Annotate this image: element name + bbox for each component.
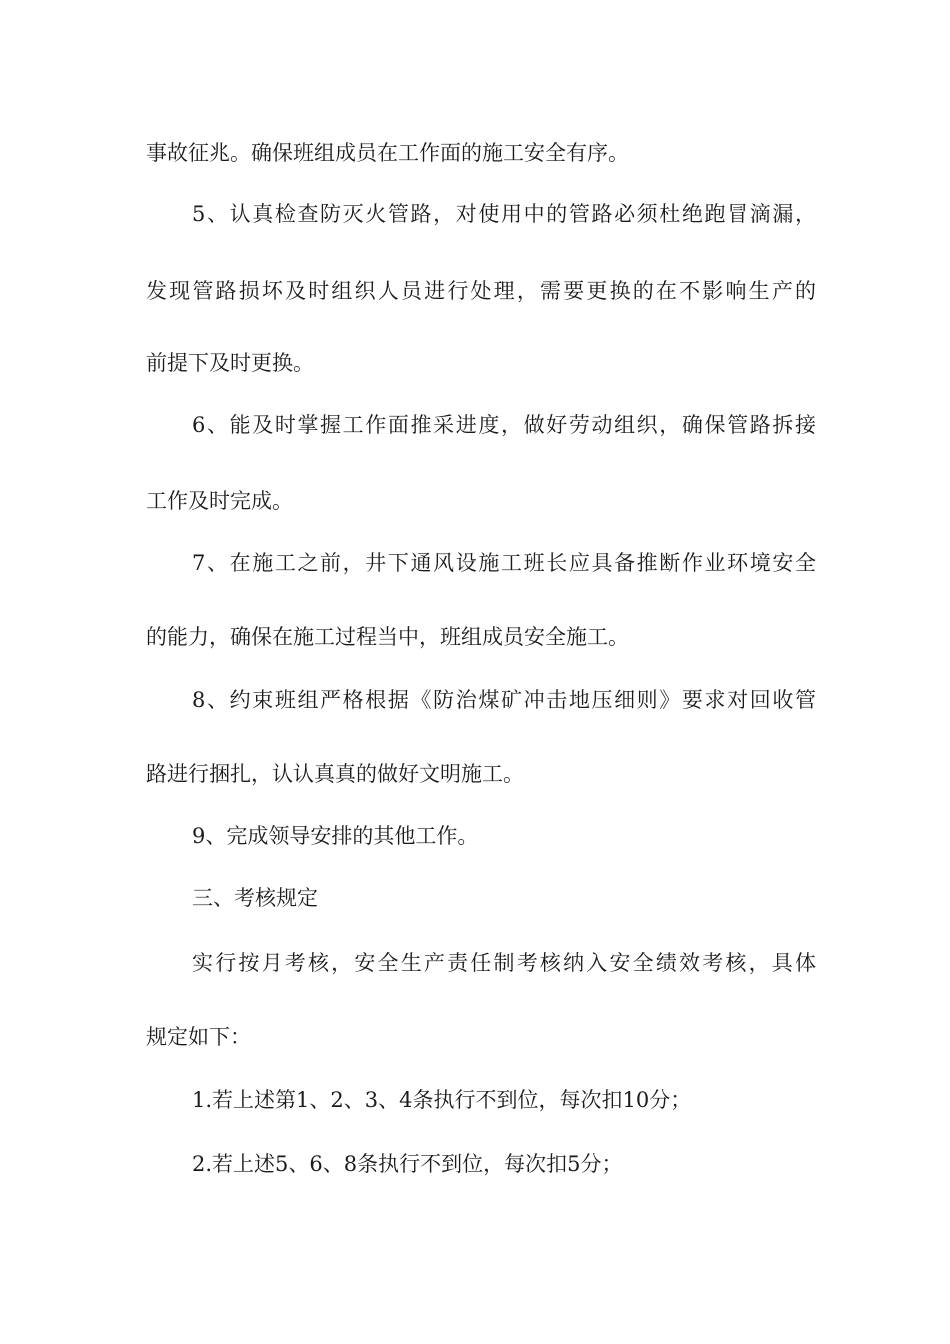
paragraph-line: 路进行捆扎，认认真真的做好文明施工。 <box>146 762 524 786</box>
paragraph-line: 规定如下： <box>146 1025 251 1049</box>
paragraph-line: 8、约束班组严格根据《防治煤矿冲击地压细则》要求对回收管 <box>192 688 816 712</box>
paragraph-line: 实行按月考核，安全生产责任制考核纳入安全绩效考核，具体 <box>192 951 816 975</box>
paragraph-line: 9、完成领导安排的其他工作。 <box>192 824 479 848</box>
section-heading: 三、考核规定 <box>192 886 318 910</box>
list-item: 2.若上述5、6、8条执行不到位，每次扣5分； <box>192 1152 623 1176</box>
paragraph-line: 6、能及时掌握工作面推采进度，做好劳动组织，确保管路拆接 <box>192 413 816 437</box>
paragraph-line: 工作及时完成。 <box>146 489 293 513</box>
paragraph-line: 事故征兆。确保班组成员在工作面的施工安全有序。 <box>146 141 629 165</box>
paragraph-line: 7、在施工之前，井下通风设施工班长应具备推断作业环境安全 <box>192 551 816 575</box>
paragraph-line: 发现管路损坏及时组织人员进行处理，需要更换的在不影响生产的 <box>146 279 816 303</box>
list-item: 1.若上述第1、2、3、4条执行不到位，每次扣10分； <box>192 1088 692 1112</box>
paragraph-line: 5、认真检查防灭火管路，对使用中的管路必须杜绝跑冒滴漏， <box>192 202 816 226</box>
paragraph-line: 的能力，确保在施工过程当中，班组成员安全施工。 <box>146 625 629 649</box>
paragraph-line: 前提下及时更换。 <box>146 351 314 375</box>
